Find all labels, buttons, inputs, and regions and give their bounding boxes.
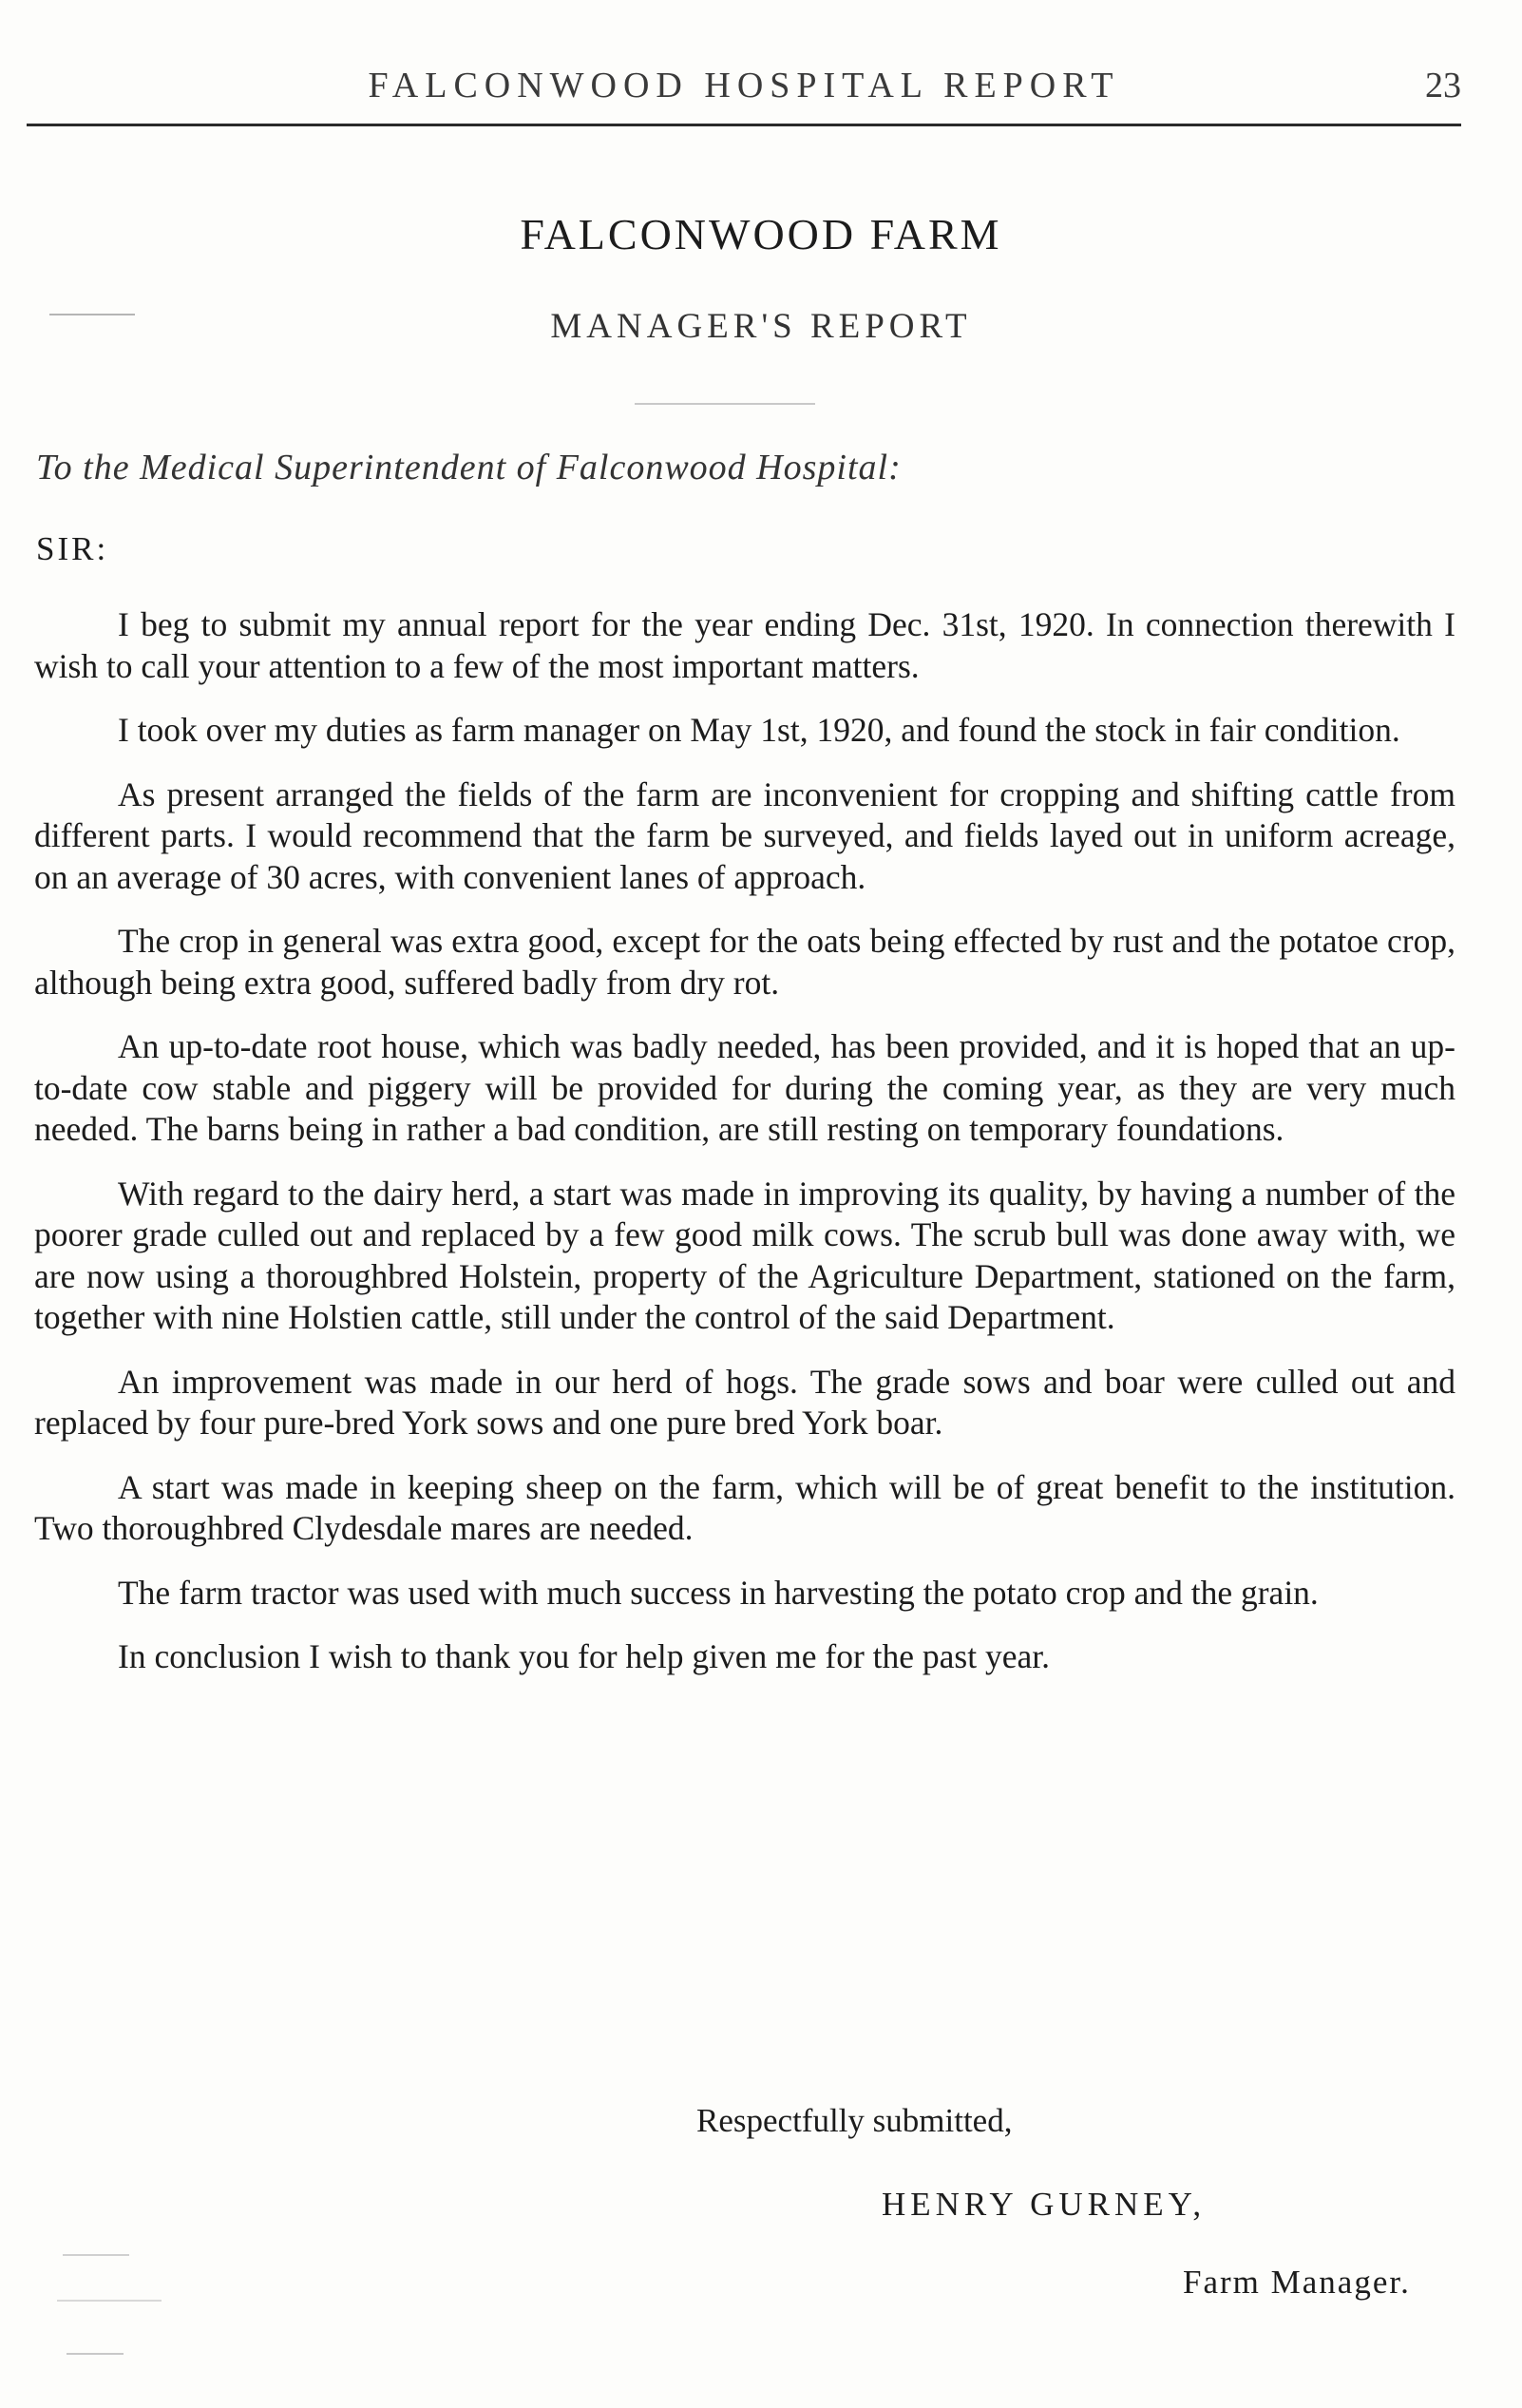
paragraph: A start was made in keeping sheep on the farm, which will be of great benefit to the institution. Two thoroughbred Clydesdale mares are needed.	[34, 1467, 1455, 1547]
paragraph: I beg to submit my annual report for the year ending Dec. 31st, 1920. In connection therewith I wish to call your attention to a few of the most important matters.	[34, 605, 1455, 685]
closing-line: Respectfully submitted,	[696, 2102, 1013, 2139]
paragraph: With regard to the dairy herd, a start was made in improving its quality, by having a number of the poorer grade culled out and replaced by a few good milk cows. The scrub bull was done away with, we are now using a thoroughbred Holstein, property of the Agriculture Department, stationed on the farm, together with nine Holstien cattle, still under the control of the said Department.	[34, 1174, 1455, 1336]
report-subtitle: MANAGER'S REPORT	[550, 307, 972, 346]
paragraph: An up-to-date root house, which was badly needed, has been provided, and it is hoped that an up-to-date cow stable and piggery will be provided for during the coming year, as they are very much needed. The barns being in rather a bad condition, are still resting on temporary foundations.	[34, 1027, 1455, 1148]
margin-speck	[63, 2254, 129, 2256]
paragraph: I took over my duties as farm manager on May 1st, 1920, and found the stock in fair condition.	[118, 711, 1400, 749]
report-title: FALCONWOOD FARM	[520, 210, 1002, 258]
margin-speck	[67, 2353, 124, 2355]
margin-speck	[57, 2300, 162, 2302]
report-body	[34, 604, 1455, 1701]
addressee-line: To the Medical Superintendent of Falconwood Hospital:	[36, 448, 902, 487]
paragraph: The crop in general was extra good, except for the oats being effected by rust and the potatoe crop, although being extra good, suffered badly from dry rot.	[34, 922, 1455, 1002]
signature-title: Farm Manager.	[1183, 2264, 1411, 2301]
running-header	[27, 65, 1461, 126]
signature-name: HENRY GURNEY,	[882, 2186, 1207, 2223]
margin-speck	[49, 314, 135, 315]
running-title: FALCONWOOD HOSPITAL REPORT	[368, 66, 1120, 105]
paragraph: An improvement was made in our herd of hogs. The grade sows and boar were culled out and replaced by four pure-bred York sows and one pure bred York boar.	[34, 1362, 1455, 1442]
title-divider	[635, 403, 815, 405]
paragraph: In conclusion I wish to thank you for help given me for the past year.	[118, 1637, 1050, 1675]
greeting: SIR:	[36, 530, 109, 567]
page-number: 23	[1425, 66, 1461, 105]
paragraph: The farm tractor was used with much success in harvesting the potato crop and the grain.	[118, 1573, 1319, 1612]
paragraph: As present arranged the fields of the farm are inconvenient for cropping and shifting cattle from different parts. I would recommend that the farm be surveyed, and fields layed out in uniform acreage, on an average of 30 acres, with convenient lanes of approach.	[34, 774, 1455, 896]
